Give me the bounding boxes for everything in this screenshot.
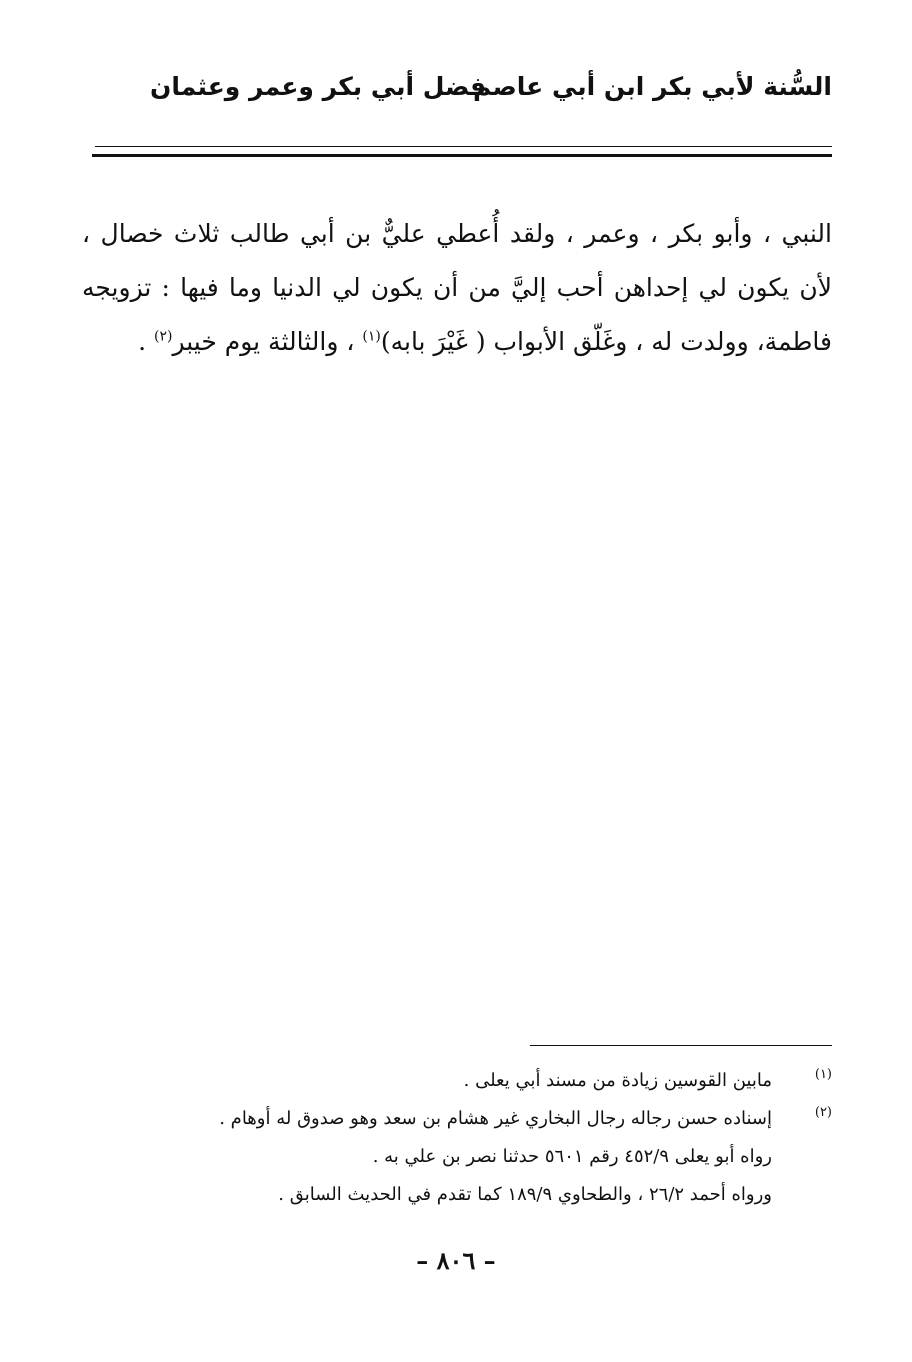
footnote-1-number: (١) [814, 1067, 832, 1082]
header-rule-thin [95, 146, 832, 147]
page-number: – ٨٠٦ – [416, 1246, 496, 1275]
book-title: السُّنة لأبي بكر ابن أبي عاصم [473, 72, 832, 101]
footnotes [150, 1062, 832, 1214]
text-line-2: لأن يكون لي إحداهن أحب إليَّ من أن يكون لي الدنيا وما فيها : تزويجه [82, 273, 832, 302]
footnote-ref-2: (٢) [153, 328, 173, 345]
text-line-3-part-c: . [138, 327, 154, 356]
footnote-separator [530, 1045, 832, 1046]
footnote-2-number: (٢) [814, 1105, 832, 1120]
footnote-2-line-3: ورواه أحمد ٢٦/٢ ، والطحاوي ١٨٩/٩ كما تقدم في الحديث السابق . [278, 1184, 772, 1205]
footnote-2 [150, 1100, 832, 1138]
text-line-3 [82, 315, 832, 369]
footnote-1-text: مابين القوسين زيادة من مسند أبي يعلى . [463, 1070, 772, 1091]
text-line-3-part-b: ، والثالثة يوم خيبر [172, 327, 363, 356]
header-rule-thick [92, 154, 832, 157]
footnote-1 [150, 1062, 832, 1100]
running-header [92, 72, 832, 120]
text-line-3-part-a: فاطمة، وولدت له ، وغَلّق الأبواب ( غَيْرَ بابه) [380, 327, 832, 356]
main-text [82, 207, 832, 369]
footnote-2-line-1: إسناده حسن رجاله رجال البخاري غير هشام بن سعد وهو صدوق له أوهام . [219, 1108, 772, 1129]
chapter-title: فضل أبي بكر وعمر وعثمان [150, 72, 487, 101]
footnote-2-line-2: رواه أبو يعلى ٤٥٢/٩ رقم ٥٦٠١ حدثنا نصر بن علي به . [372, 1146, 772, 1167]
footnote-ref-1: (١) [362, 328, 381, 345]
text-line-1: النبي ، وأبو بكر ، وعمر ، ولقد أُعطي عليٌّ بن أبي طالب ثلاث خصال ، [82, 219, 832, 248]
